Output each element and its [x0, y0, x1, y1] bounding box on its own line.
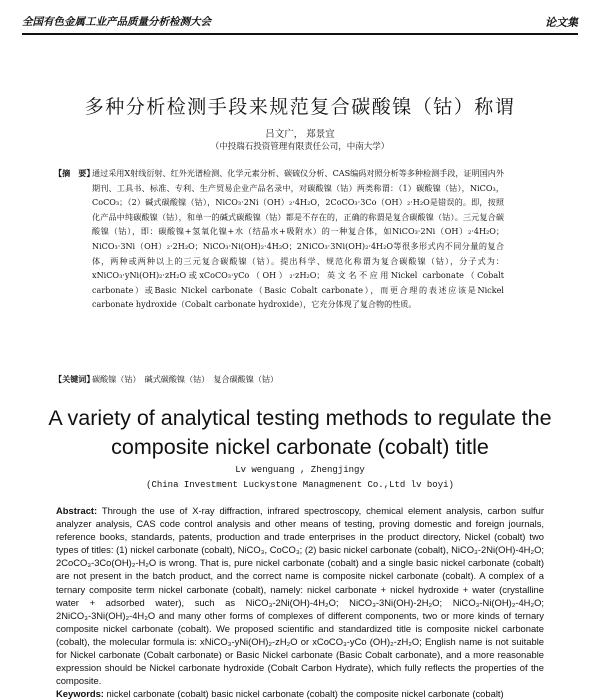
chinese-keywords-label: 【关键词】 — [54, 374, 95, 384]
running-header — [22, 14, 578, 30]
english-title: A variety of analytical testing methods to regulate the composite nickel carbonate (cobalt) title — [48, 406, 552, 459]
english-affiliation: (China Investment Luckystone Managmenent Co.,Ltd lv boyi) — [146, 480, 454, 490]
english-abstract-label: Abstract: — [56, 505, 98, 516]
chinese-abstract-text: 通过采用X射线衍射、红外光谱检测、化学元素分析、碳硫仪分析、CAS编码对照分析等多种检测手段，证明国内外期刊、工具书、标准、专利、生产贸易企业产品名录中，对碳酸镍（钴）两类称谓：（1）碳酸镍（钴），NiCO₃，CoCO₃；（2）碱式碳酸镍（钴），NiCO₃·2Ni（OH）₂·4H₂O，2CoCO₃·3Co（OH）₂·H₂O是错误的。即，按照化产品中纯碳酸镍（钴），和单一的碱式碳酸镍（钴）都是不存在的，正确的称谓是复合碳酸镍（钴）。三元复合碳酸镍（钴），即：碳酸镍+氢氧化镍+水（结晶水+吸附水）的一种复合体，如NiCO₃·2Ni（OH）₂·4H₂O；NiCO₃·3Ni（OH）₂·2H₂O；NiCO₃·Ni(OH)₂·4H₂O；2NiCO₃·3Ni(OH)₂·4H₂O等很多形式内不同分量的复合体，两种或两种以上的三元复合碳酸镍（钴）。提出科学、规范化称谓为复合碳酸镍（钴），分子式为：xNiCO₃·yNi(OH)₂·zH₂O或xCoCO₃·yCo（OH）₂·zH₂O；英文名不应用Nickel carbonate（Cobalt carbonate）或Basic Nickel carbonate（Basic Cobalt carbonate），而更合理的表述应该是Nickel carbonate hydroxide（Cobalt carbonate hydroxide），它充分体现了复合物的性质。 — [92, 168, 504, 310]
chinese-abstract-label: 【摘 要】 — [54, 168, 95, 178]
chinese-keywords — [54, 374, 279, 385]
chinese-affiliation: （中投瑞石投资管理有限责任公司，中南大学） — [210, 142, 390, 152]
chinese-authors: 吕文广， 郑景宜 — [265, 129, 335, 140]
english-keywords-label: Keywords: — [56, 688, 104, 700]
english-keywords-text: nickel carbonate (cobalt) basic nickel carbonate (cobalt) the composite nickel carbonate (cobalt) — [106, 688, 504, 700]
english-abstract — [56, 504, 544, 700]
chinese-title: 多种分析检测手段来规范复合碳酸镍（钴）称谓 — [84, 96, 516, 118]
english-authors: Lv wenguang , Zhengjingy — [235, 465, 365, 475]
english-abstract-text: Through the use of X-ray diffraction, infrared spectroscopy, chemical element analysis, carbon sulfur analyzer analysis, CAS code control analysis and other means of testing, proving domestic and foreign journals, reference books, standards, patents, production and trade enterprises in the product directory, Nickel (cobalt) two types of titles: (1) nickel carbonate (cobalt), NiCO₃, CoCO₃; (2) basic nickel carbonate (cobalt), NiCO₃-2Ni(OH)-4H₂O; 2CoCO₃-3Co(OH)₂-H₂O is wrong. That is, pure nickel carbonate (cobalt) and a single basic nickel carbonate (cobalt) are not present in the batch product, and the correct name is composite nickel carbonate (cobalt). A complex of a ternary composite term nickel carbonate (cobalt), namely: nickel carbonate + nickel hydroxide + water (crystalline water + adsorbed water), such as NiCO₃-2Ni(OH)-4H₂O; NiCO₃-3Ni(OH)-2H₂O; NiCO₃-Ni(OH)₂-4H₂O; 2NiCO₃-3Ni(OH)₂-4H₂O and many other forms of complexes of different components, two or more kinds of ternary composite nickel carbonate (cobalt). We proposed scientific and standardized title is composite nickel carbonate (cobalt), the molecular formula is: xNiCO₃-yNi(OH)₂-zH₂O or xCoCO₃-yCo (OH)₂-zH₂O; English name is not suitable for Nickel carbonate (Cobalt carbonate) or Basic Nickel carbonate (Basic Cobalt carbonate), and a more reasonable expression should be Nickel carbonate hydroxide (Cobalt Carbon Hydrate), which fully reflects the properties of the composite. — [56, 505, 544, 687]
english-keywords — [56, 687, 544, 700]
header-section-label: 论文集 — [545, 16, 578, 29]
chinese-abstract — [54, 166, 504, 312]
english-abstract-paragraph — [56, 504, 544, 687]
header-conference-title: 全国有色金属工业产品质量分析检测大会 — [22, 16, 211, 28]
chinese-keywords-text: 碳酸镍（钴） 碱式碳酸镍（钴） 复合碳酸镍（钴） — [92, 374, 279, 384]
header-rule — [22, 33, 578, 35]
